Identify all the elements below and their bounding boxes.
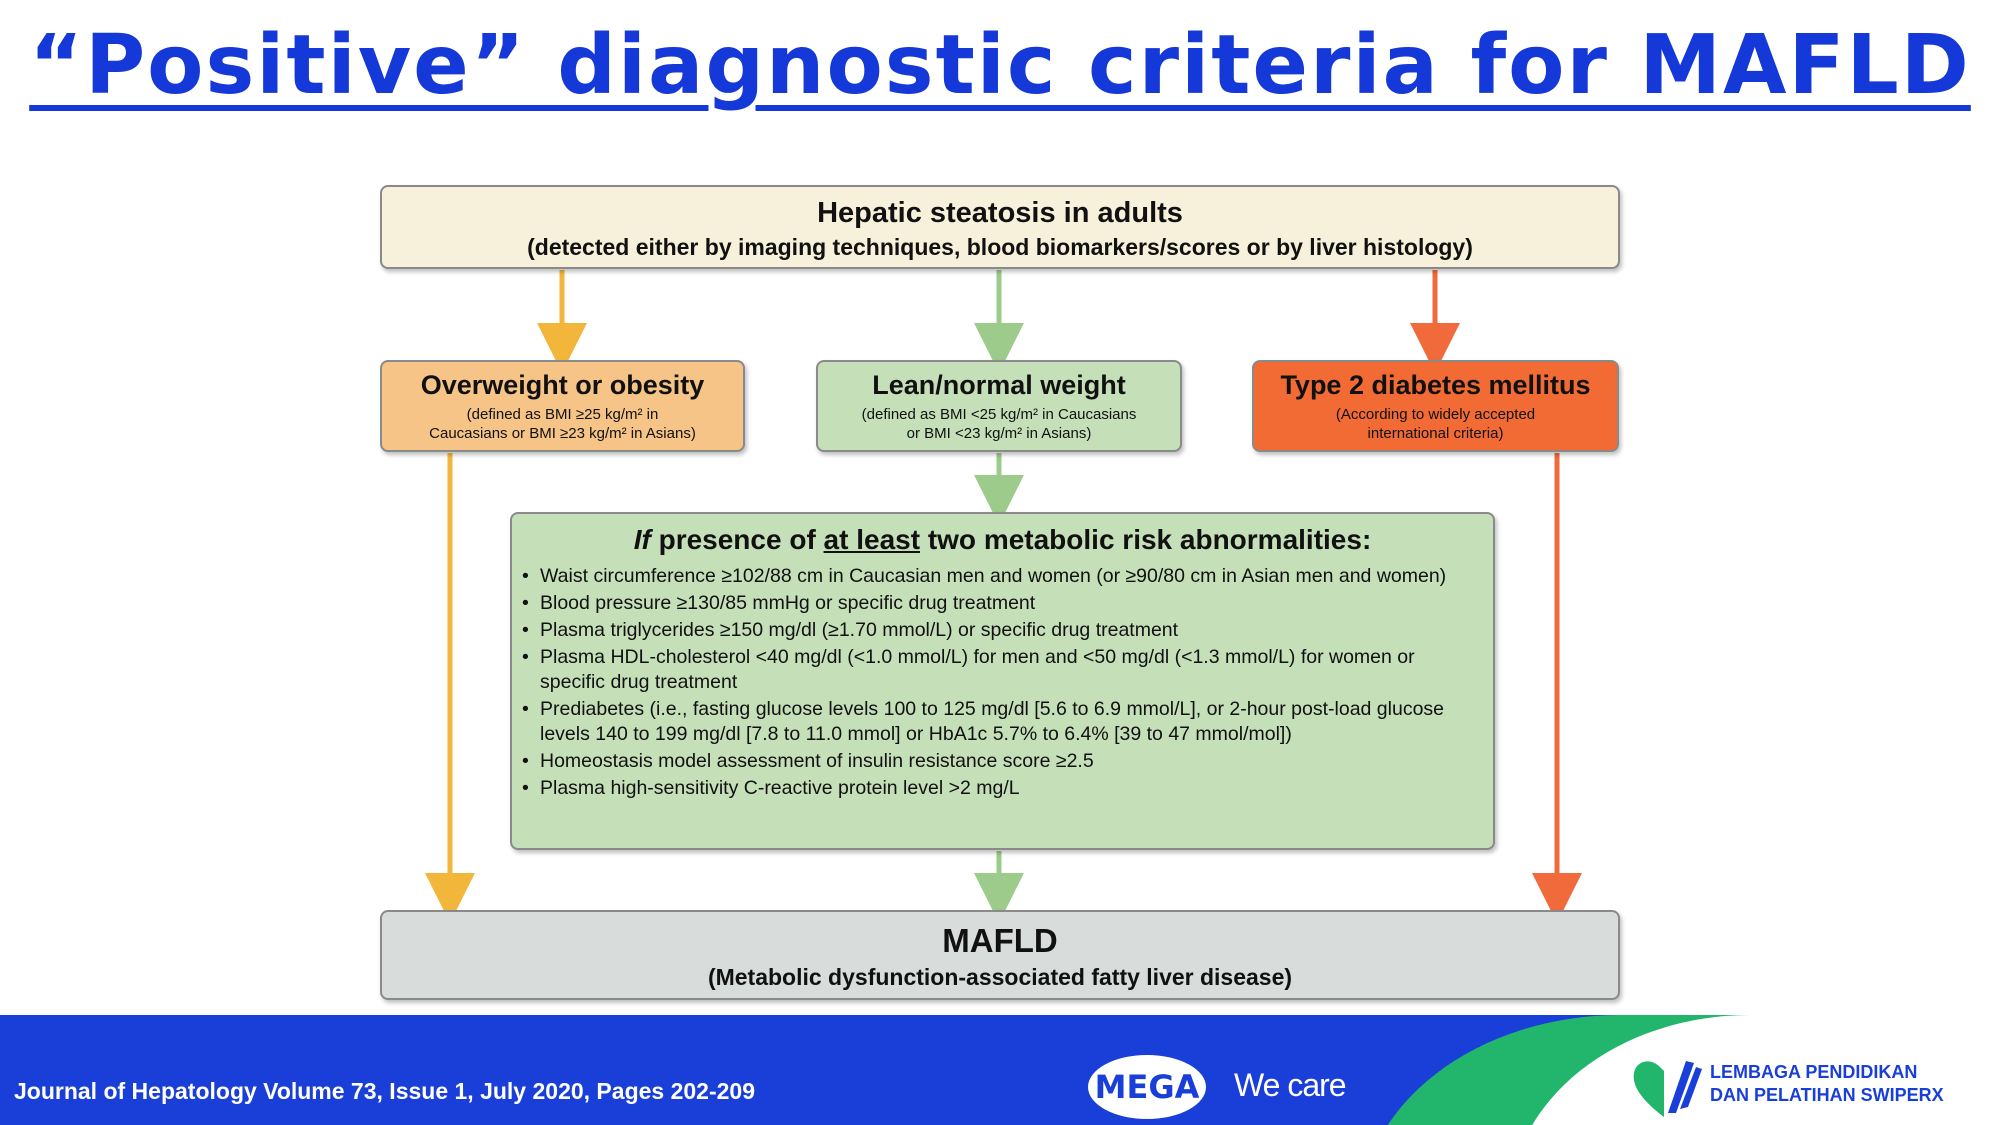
- we-care-tagline: We care: [1234, 1067, 1346, 1103]
- type2-diabetes-heading: Type 2 diabetes mellitus: [1280, 370, 1591, 400]
- overweight-definition-line2: Caucasians or BMI ≥23 kg/m² in Asians): [429, 425, 696, 442]
- type2-diabetes-definition-line2: international criteria): [1367, 425, 1504, 442]
- risk-item-crp: • Plasma high-sensitivity C-reactive protein level >2 mg/L: [540, 776, 1463, 801]
- overweight-definition-line1: (defined as BMI ≥25 kg/m² in: [466, 406, 659, 423]
- risk-item-homa: • Homeostasis model assessment of insulin resistance score ≥2.5: [540, 749, 1463, 774]
- page-title: “Positive” diagnostic criteria for MAFLD: [29, 18, 1971, 113]
- mafld-subtitle: (Metabolic dysfunction-associated fatty liver disease): [707, 964, 1293, 990]
- citation-text: Journal of Hepatology Volume 73, Issue 1, July 2020, Pages 202-209: [14, 1078, 755, 1104]
- metabolic-risk-heading: If presence of at least two metabolic risk abnormalities:: [633, 524, 1372, 555]
- lean-weight-definition-line1: (defined as BMI <25 kg/m² in Caucasians: [861, 406, 1137, 423]
- hepatic-steatosis-subtitle: (detected either by imaging techniques, blood biomarkers/scores or by liver histology): [527, 234, 1473, 260]
- metabolic-risk-list: [512, 564, 1493, 801]
- mafld-heading: MAFLD: [942, 922, 1058, 959]
- type2-diabetes-box: [1252, 360, 1619, 452]
- hepatic-steatosis-box: [380, 185, 1620, 269]
- overweight-box: [380, 360, 745, 452]
- swiperx-org-name: LEMBAGA PENDIDIKAN DAN PELATIHAN SWIPERX: [1710, 1062, 1944, 1105]
- lean-weight-definition-line2: or BMI <23 kg/m² in Asians): [906, 425, 1092, 442]
- risk-item-waist: • Waist circumference ≥102/88 cm in Caucasian men and women (or ≥90/80 cm in Asian men and women): [540, 564, 1463, 589]
- risk-item-hdl: • Plasma HDL-cholesterol <40 mg/dl (<1.0 mmol/L) for men and <50 mg/dl (<1.3 mmol/L) for women or specific drug treatment: [540, 645, 1463, 695]
- hepatic-steatosis-heading: Hepatic steatosis in adults: [817, 197, 1183, 229]
- type2-diabetes-definition-line1: (According to widely accepted: [1335, 406, 1536, 423]
- mafld-box: [380, 910, 1620, 1000]
- overweight-heading: Overweight or obesity: [420, 370, 705, 400]
- risk-item-blood-pressure: • Blood pressure ≥130/85 mmHg or specific drug treatment: [540, 591, 1463, 616]
- metabolic-risk-box: [510, 512, 1495, 850]
- risk-item-prediabetes: • Prediabetes (i.e., fasting glucose levels 100 to 125 mg/dl [5.6 to 6.9 mmol/L], or 2-hour post-load glucose levels 140 to 199 mg/dl [7.8 to 11.0 mmol] or HbA1c 5.7% to 6.4% [39 to 47 mmol/mol]): [540, 697, 1463, 747]
- footer-bar: [0, 1015, 2000, 1125]
- lean-weight-heading: Lean/normal weight: [872, 370, 1126, 400]
- mega-logo: MEGA: [1088, 1055, 1206, 1119]
- risk-item-triglycerides: • Plasma triglycerides ≥150 mg/dl (≥1.70 mmol/L) or specific drug treatment: [540, 618, 1463, 643]
- lean-weight-box: [816, 360, 1182, 452]
- swiperx-heart-logo-icon: [1630, 1051, 1704, 1123]
